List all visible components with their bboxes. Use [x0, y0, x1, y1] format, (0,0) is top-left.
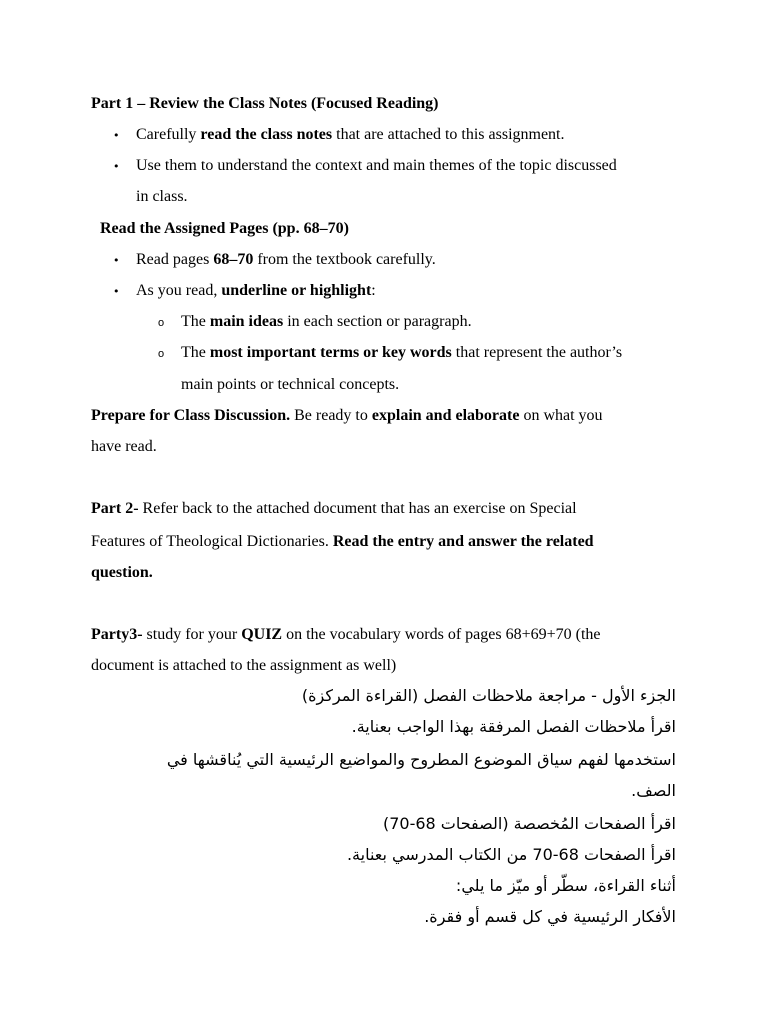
- part3-line1: [91, 625, 601, 645]
- part2-line3: question.: [91, 564, 153, 581]
- sub-bullet-key-words-line2: main points or technical concepts.: [181, 376, 400, 393]
- bold-run: 68–70: [213, 251, 254, 268]
- arabic-line-5: اقرأ الصفحات المُخصصة (الصفحات 68-70): [382, 814, 676, 833]
- bullet-marker: •: [113, 129, 120, 142]
- text-run: on the vocabulary words of pages 68+69+70 (the: [282, 626, 601, 643]
- arabic-line-2: اقرأ ملاحظات الفصل المرفقة بهذا الواجب بعناية.: [351, 717, 676, 736]
- part2-line1: [91, 499, 577, 519]
- bullet-underline-highlight: [136, 281, 376, 301]
- bullet-read-pages: [136, 250, 436, 270]
- prepare-discussion-line1: [91, 406, 603, 426]
- text-run: :: [371, 282, 376, 299]
- bold-run: Prepare for Class Discussion.: [91, 407, 291, 424]
- bold-run: main ideas: [209, 313, 284, 330]
- arabic-line-8: الأفكار الرئيسية في كل قسم أو فقرة.: [424, 907, 676, 926]
- arabic-line-1: الجزء الأول - مراجعة ملاحظات الفصل (القراءة المركزة): [301, 686, 676, 705]
- bullet-marker: •: [113, 160, 120, 173]
- text-run: that are attached to this assignment.: [332, 126, 565, 143]
- bold-run: most important terms or key words: [209, 344, 452, 361]
- sub-bullet-key-words-line1: [181, 343, 622, 363]
- bold-run: explain and elaborate: [371, 407, 520, 424]
- text-run: The: [181, 344, 210, 361]
- part2-line2: [91, 532, 594, 552]
- text-run: that represent the author’s: [451, 344, 623, 361]
- bullet-read-class-notes: [136, 125, 565, 145]
- bold-run: read the class notes: [200, 126, 333, 143]
- text-run: The: [181, 313, 210, 330]
- text-run: Be ready to: [290, 407, 372, 424]
- text-run: Carefully: [136, 126, 201, 143]
- arabic-line-6: اقرأ الصفحات 68-70 من الكتاب المدرسي بعناية.: [346, 845, 676, 864]
- text-run: Refer back to the attached document that has an exercise on Special: [138, 500, 577, 517]
- bold-run: underline or highlight: [221, 282, 372, 299]
- arabic-line-7: أثناء القراءة، سطّر أو ميّز ما يلي:: [455, 876, 676, 895]
- text-run: from the textbook carefully.: [253, 251, 436, 268]
- part3-label: Party3-: [91, 626, 143, 643]
- sub-bullet-main-ideas: [181, 312, 472, 332]
- arabic-line-3: استخدمها لفهم سياق الموضوع المطروح والمواضيع الرئيسية التي يُناقشها في: [166, 750, 676, 769]
- part3-line2: document is attached to the assignment as well): [91, 657, 397, 674]
- sub-bullet-marker: o: [158, 348, 165, 360]
- prepare-discussion-line2: have read.: [91, 438, 157, 455]
- assigned-pages-heading: Read the Assigned Pages (pp. 68–70): [100, 220, 349, 237]
- bullet-marker: •: [113, 254, 120, 267]
- text-run: As you read,: [136, 282, 222, 299]
- part2-label: Part 2-: [91, 500, 139, 517]
- bold-run: Read the entry and answer the related: [332, 533, 594, 550]
- part1-heading: Part 1 – Review the Class Notes (Focused Reading): [91, 95, 439, 112]
- text-run: Read pages: [136, 251, 214, 268]
- bullet-marker: •: [113, 285, 120, 298]
- bullet-understand-context-line1: Use them to understand the context and main themes of the topic discussed: [136, 157, 617, 174]
- text-run: Features of Theological Dictionaries.: [91, 533, 333, 550]
- arabic-line-4: الصف.: [631, 781, 676, 800]
- text-run: in each section or paragraph.: [283, 313, 472, 330]
- quiz-bold: QUIZ: [241, 626, 283, 643]
- sub-bullet-marker: o: [158, 317, 165, 329]
- text-run: study for your: [142, 626, 242, 643]
- text-run: on what you: [519, 407, 603, 424]
- bullet-understand-context-line2: in class.: [136, 188, 188, 205]
